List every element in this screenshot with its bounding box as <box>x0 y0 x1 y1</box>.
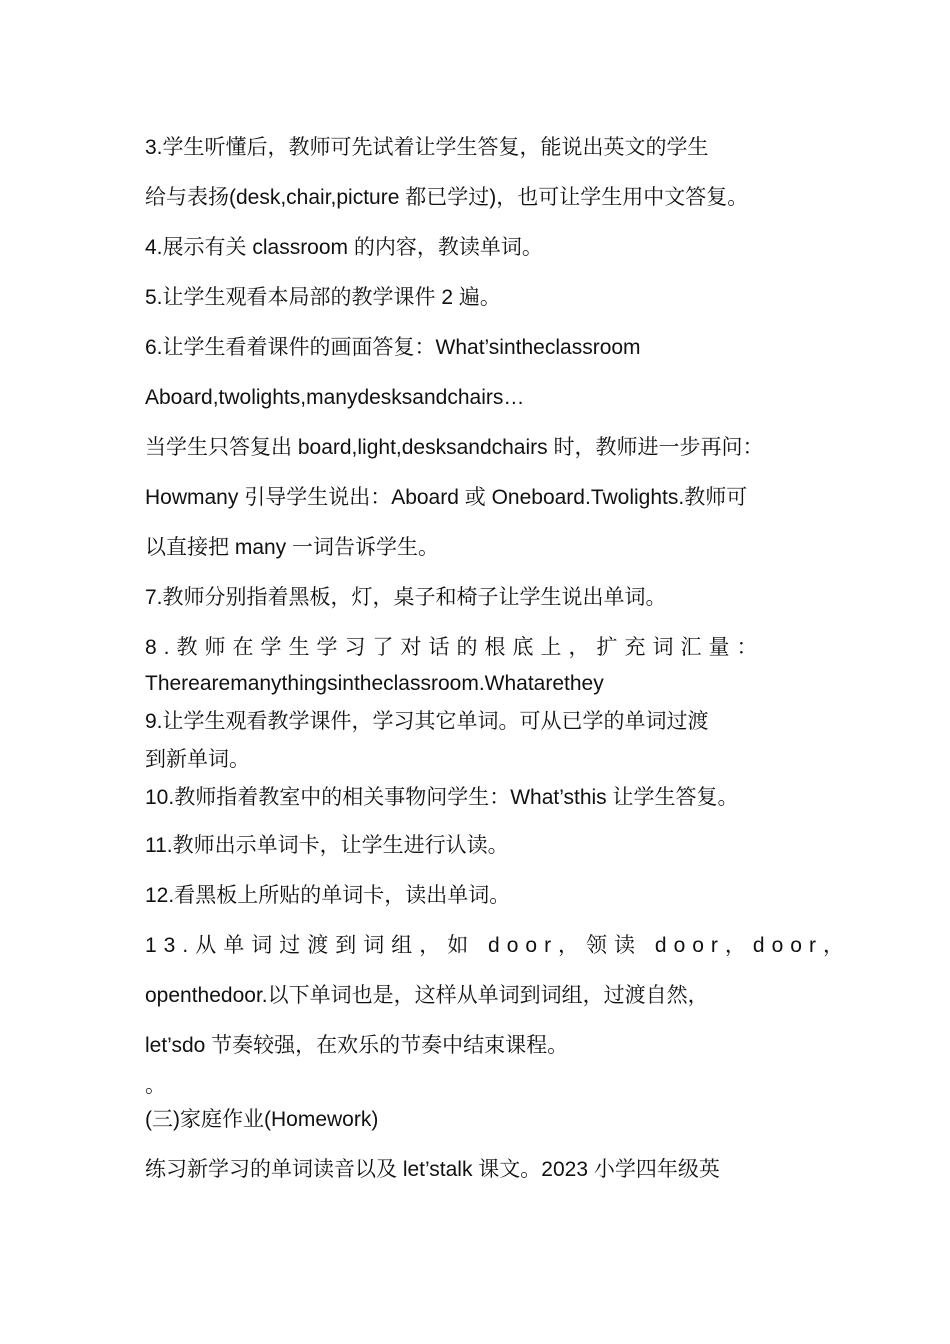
text-line: 7.教师分别指着黑板，灯，桌子和椅子让学生说出单词。 <box>145 586 667 609</box>
text-line: 11.教师出示单词卡，让学生进行认读。 <box>145 834 509 857</box>
text-line: 当学生只答复出 board,light,desksandchairs 时，教师进一步再问： <box>145 436 764 459</box>
text-line: 9.让学生观看教学课件，学习其它单词。可从已学的单词过渡 <box>145 710 709 733</box>
text-line: 12.看黑板上所贴的单词卡，读出单词。 <box>145 884 511 907</box>
text-line: let’sdo 节奏较强，在欢乐的节奏中结束课程。 <box>145 1034 569 1057</box>
text-line: 8.教师在学生学习了对话的根底上，扩充词汇量： <box>145 636 765 659</box>
text-line: 10.教师指着教室中的相关事物问学生：What’sthis 让学生答复。 <box>145 786 739 809</box>
text-line: 4.展示有关 classroom 的内容，教读单词。 <box>145 236 543 259</box>
text-line: 练习新学习的单词读音以及 let’stalk 课文。2023 小学四年级英 <box>145 1158 720 1181</box>
text-line: 6.让学生看着课件的画面答复：What’sintheclassroom <box>145 336 641 359</box>
text-line: 给与表扬(desk,chair,picture 都已学过)，也可让学生用中文答复。 <box>145 186 749 209</box>
text-line: Therearemanythingsintheclassroom.Whatarethey <box>145 672 604 695</box>
text-line: 以直接把 many 一词告诉学生。 <box>145 536 440 559</box>
section-heading: (三)家庭作业(Homework) <box>145 1108 379 1131</box>
text-line: 5.让学生观看本局部的教学课件 2 遍。 <box>145 286 501 309</box>
text-line: 到新单词。 <box>145 748 250 771</box>
text-line: openthedoor.以下单词也是，这样从单词到词组，过渡自然， <box>145 984 709 1007</box>
text-line: 3.学生听懂后，教师可先试着让学生答复，能说出英文的学生 <box>145 136 709 159</box>
text-line: 。 <box>145 1074 166 1097</box>
text-line: 13.从单词过渡到词组，如 door，领读 door，door， <box>145 934 851 957</box>
text-line: Aboard,twolights,manydesksandchairs… <box>145 386 525 409</box>
text-line: Howmany 引导学生说出：Aboard 或 Oneboard.Twolights.教师可 <box>145 486 748 509</box>
